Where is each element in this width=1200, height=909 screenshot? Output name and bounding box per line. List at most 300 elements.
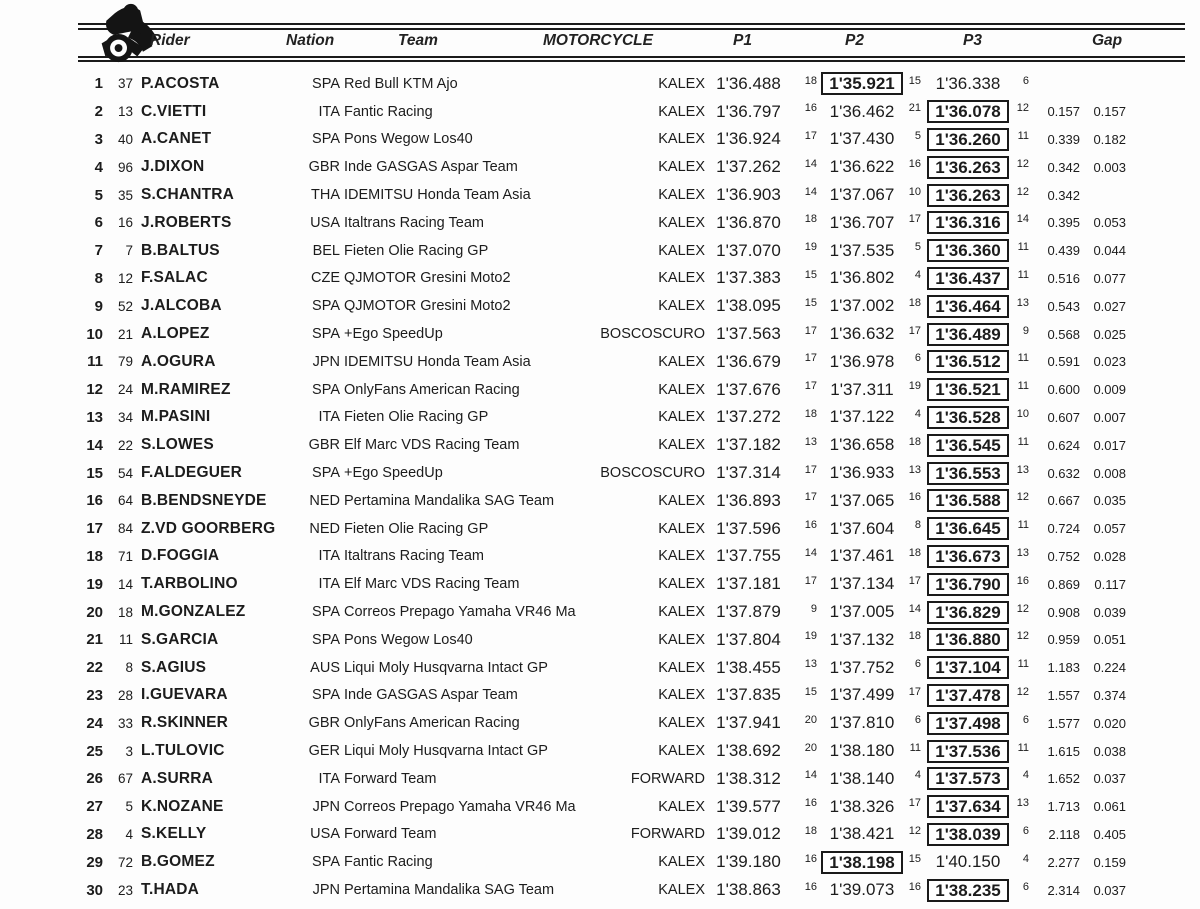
p2-time-cell: 1'37.132 bbox=[829, 629, 895, 649]
motorcycle-cell: KALEX bbox=[658, 798, 705, 815]
p1-time-cell: 1'37.563 bbox=[716, 324, 781, 344]
p2-laps-cell: 15 bbox=[908, 852, 921, 865]
p2-laps-cell: 17 bbox=[908, 574, 921, 587]
p3-laps-cell: 6 bbox=[1022, 825, 1029, 838]
team-cell: Correos Prepago Yamaha VR46 Ma bbox=[344, 604, 576, 621]
gap-to-first-cell: 0.395 bbox=[1047, 215, 1080, 231]
p1-laps-cell: 19 bbox=[804, 241, 817, 254]
p1-time-cell: 1'38.692 bbox=[716, 741, 781, 761]
gap-to-prev-cell: 0.020 bbox=[1093, 715, 1126, 731]
position-cell: 23 bbox=[86, 686, 103, 704]
gap-to-prev-cell: 0.157 bbox=[1093, 104, 1126, 120]
p1-laps-cell: 9 bbox=[810, 602, 817, 615]
nation-cell: SPA bbox=[312, 75, 340, 92]
motorcycle-cell: KALEX bbox=[658, 520, 705, 537]
p1-time-cell: 1'36.903 bbox=[716, 185, 781, 205]
p3-laps-cell: 4 bbox=[1022, 769, 1029, 782]
p3-time-cell: 1'36.588 bbox=[924, 489, 1012, 512]
rider-number-cell: 28 bbox=[117, 687, 133, 703]
p1-laps-cell: 20 bbox=[804, 713, 817, 726]
position-cell: 18 bbox=[86, 547, 103, 565]
position-cell: 16 bbox=[86, 492, 103, 510]
p1-time-cell: 1'37.879 bbox=[716, 602, 781, 622]
team-cell: Pons Wegow Los40 bbox=[344, 131, 473, 148]
p2-laps-cell: 4 bbox=[914, 408, 921, 421]
nation-cell: SPA bbox=[312, 604, 340, 621]
nation-cell: SPA bbox=[312, 381, 340, 398]
p3-time-cell: 1'37.573 bbox=[924, 767, 1012, 790]
nation-cell: GER bbox=[308, 743, 340, 760]
nation-cell: GBR bbox=[308, 159, 340, 176]
p3-time-cell: 1'36.464 bbox=[924, 295, 1012, 318]
rider-name-cell: P.ACOSTA bbox=[141, 74, 220, 92]
p2-laps-cell: 18 bbox=[908, 547, 921, 560]
gap-to-prev-cell: 0.007 bbox=[1093, 409, 1126, 425]
table-row bbox=[70, 765, 1126, 793]
rider-name-cell: M.PASINI bbox=[141, 408, 211, 426]
p2-laps-cell: 4 bbox=[914, 769, 921, 782]
p3-laps-cell: 14 bbox=[1016, 213, 1029, 226]
p1-time-cell: 1'37.314 bbox=[716, 463, 781, 483]
rider-name-cell: M.RAMIREZ bbox=[141, 380, 231, 398]
p1-laps-cell: 16 bbox=[804, 880, 817, 893]
rider-name-cell: S.CHANTRA bbox=[141, 186, 235, 204]
p3-time-cell: 1'38.235 bbox=[924, 879, 1012, 902]
team-cell: OnlyFans American Racing bbox=[344, 715, 520, 732]
gap-to-prev-cell: 0.374 bbox=[1093, 687, 1126, 703]
rider-name-cell: S.LOWES bbox=[141, 436, 214, 454]
column-header-p2: P2 bbox=[845, 32, 864, 49]
column-header-gap: Gap bbox=[1092, 32, 1123, 49]
rider-name-cell: Z.VD GOORBERG bbox=[141, 519, 276, 537]
p3-time-cell: 1'37.634 bbox=[924, 795, 1012, 818]
position-cell: 25 bbox=[86, 742, 103, 760]
gap-to-first-cell: 0.439 bbox=[1047, 243, 1080, 259]
p1-time-cell: 1'37.755 bbox=[716, 546, 781, 566]
team-cell: Pertamina Mandalika SAG Team bbox=[344, 882, 555, 898]
p3-time-cell: 1'36.790 bbox=[924, 573, 1012, 596]
p3-laps-cell: 13 bbox=[1016, 797, 1029, 810]
table-row bbox=[70, 515, 1126, 543]
position-cell: 17 bbox=[86, 520, 103, 538]
position-cell: 13 bbox=[86, 408, 103, 426]
nation-cell: JPN bbox=[312, 882, 340, 898]
nation-cell: SPA bbox=[312, 298, 340, 315]
rider-number-cell: 12 bbox=[117, 270, 133, 286]
p1-laps-cell: 17 bbox=[804, 380, 817, 393]
gap-to-first-cell: 0.342 bbox=[1047, 159, 1080, 175]
motorcycle-cell: KALEX bbox=[658, 75, 705, 92]
rider-number-cell: 67 bbox=[117, 771, 133, 787]
p2-laps-cell: 4 bbox=[914, 269, 921, 282]
motorcycle-cell: KALEX bbox=[658, 381, 705, 398]
table-row bbox=[70, 487, 1126, 515]
position-cell: 21 bbox=[86, 631, 103, 649]
p3-laps-cell: 12 bbox=[1016, 491, 1029, 504]
p1-time-cell: 1'38.312 bbox=[716, 768, 781, 788]
position-cell: 11 bbox=[87, 353, 103, 371]
table-row bbox=[70, 626, 1126, 654]
gap-to-prev-cell: 0.027 bbox=[1093, 298, 1126, 314]
p2-laps-cell: 17 bbox=[908, 213, 921, 226]
p2-laps-cell: 8 bbox=[914, 519, 921, 532]
motorcycle-cell: KALEX bbox=[658, 242, 705, 259]
gap-to-prev-cell: 0.057 bbox=[1093, 521, 1126, 537]
p1-time-cell: 1'36.870 bbox=[716, 212, 781, 232]
p2-laps-cell: 14 bbox=[908, 602, 921, 615]
p1-laps-cell: 14 bbox=[804, 547, 817, 560]
rider-number-cell: 52 bbox=[117, 298, 133, 314]
gap-to-first-cell: 0.607 bbox=[1047, 409, 1080, 425]
table-row bbox=[70, 404, 1126, 432]
team-cell: Forward Team bbox=[344, 770, 437, 787]
p3-laps-cell: 6 bbox=[1022, 880, 1029, 893]
table-row bbox=[70, 570, 1126, 598]
nation-cell: SPA bbox=[312, 465, 340, 482]
rider-number-cell: 7 bbox=[125, 243, 133, 259]
p3-laps-cell: 12 bbox=[1016, 602, 1029, 615]
motorcycle-cell: FORWARD bbox=[630, 826, 705, 843]
rider-number-cell: 24 bbox=[117, 382, 133, 398]
p1-time-cell: 1'37.181 bbox=[716, 574, 781, 594]
p1-laps-cell: 14 bbox=[804, 157, 817, 170]
top-double-rule-upper bbox=[78, 23, 1185, 25]
column-header-rider: Rider bbox=[150, 32, 190, 49]
gap-to-prev-cell: 0.039 bbox=[1093, 604, 1126, 620]
column-header-nation: Nation bbox=[286, 32, 335, 49]
motorcycle-cell: KALEX bbox=[658, 715, 705, 732]
nation-cell: SPA bbox=[312, 631, 340, 648]
p1-time-cell: 1'39.012 bbox=[716, 824, 781, 844]
gap-to-first-cell: 1.652 bbox=[1047, 771, 1080, 787]
team-cell: OnlyFans American Racing bbox=[344, 381, 520, 398]
table-row bbox=[70, 737, 1126, 765]
p2-laps-cell: 11 bbox=[909, 741, 921, 754]
rider-number-cell: 79 bbox=[117, 354, 133, 370]
team-cell: Fieten Olie Racing GP bbox=[344, 409, 489, 426]
p2-time-cell: 1'37.535 bbox=[829, 240, 895, 260]
p2-time-cell: 1'37.005 bbox=[829, 602, 895, 622]
motorcycle-cell: KALEX bbox=[658, 159, 705, 176]
p3-time-cell: 1'36.263 bbox=[924, 184, 1012, 207]
position-cell: 30 bbox=[86, 881, 103, 899]
gap-to-prev-cell: 0.035 bbox=[1093, 493, 1126, 509]
p2-laps-cell: 6 bbox=[914, 658, 921, 671]
p2-time-cell: 1'37.122 bbox=[829, 407, 895, 427]
p2-laps-cell: 17 bbox=[908, 324, 921, 337]
table-row bbox=[70, 821, 1126, 849]
p3-time-cell: 1'36.673 bbox=[924, 545, 1012, 568]
nation-cell: SPA bbox=[312, 131, 340, 148]
p2-laps-cell: 16 bbox=[908, 157, 921, 170]
column-header-team: Team bbox=[398, 32, 438, 49]
gap-to-first-cell: 1.183 bbox=[1047, 660, 1080, 676]
position-cell: 24 bbox=[86, 714, 103, 732]
bottom-double-rule-lower bbox=[78, 60, 1185, 62]
p2-time-cell: 1'36.462 bbox=[829, 101, 895, 121]
position-cell: 6 bbox=[94, 214, 103, 232]
p2-time-cell: 1'37.430 bbox=[829, 129, 895, 149]
p1-laps-cell: 13 bbox=[804, 658, 817, 671]
p1-time-cell: 1'37.383 bbox=[716, 268, 781, 288]
rider-name-cell: S.AGIUS bbox=[141, 658, 207, 676]
gap-to-prev-cell: 0.017 bbox=[1093, 437, 1126, 453]
position-cell: 5 bbox=[94, 186, 103, 204]
p1-time-cell: 1'37.182 bbox=[716, 435, 781, 455]
table-row bbox=[70, 682, 1126, 710]
team-cell: Inde GASGAS Aspar Team bbox=[344, 159, 518, 176]
p1-laps-cell: 16 bbox=[804, 519, 817, 532]
p3-laps-cell: 12 bbox=[1016, 686, 1029, 699]
table-row bbox=[70, 793, 1126, 821]
position-cell: 19 bbox=[86, 575, 103, 593]
rider-name-cell: A.OGURA bbox=[141, 352, 216, 370]
gap-to-first-cell: 0.157 bbox=[1047, 104, 1080, 120]
gap-to-prev-cell: 0.159 bbox=[1093, 854, 1126, 870]
p2-laps-cell: 15 bbox=[908, 74, 921, 87]
position-cell: 10 bbox=[86, 325, 103, 343]
p3-laps-cell: 13 bbox=[1016, 463, 1029, 476]
nation-cell: SPA bbox=[312, 326, 340, 343]
p3-laps-cell: 11 bbox=[1017, 435, 1029, 448]
p1-laps-cell: 17 bbox=[804, 463, 817, 476]
p1-time-cell: 1'36.893 bbox=[716, 490, 781, 510]
p1-laps-cell: 16 bbox=[804, 102, 817, 115]
table-row bbox=[70, 848, 1126, 876]
p3-time-cell: 1'36.829 bbox=[924, 601, 1012, 624]
gap-to-first-cell: 0.724 bbox=[1047, 521, 1080, 537]
p1-laps-cell: 18 bbox=[804, 825, 817, 838]
rider-name-cell: C.VIETTI bbox=[141, 102, 207, 120]
rider-number-cell: 16 bbox=[117, 215, 133, 231]
p3-time-cell: 1'36.263 bbox=[924, 156, 1012, 179]
p2-time-cell: 1'38.180 bbox=[829, 741, 895, 761]
p1-laps-cell: 18 bbox=[804, 74, 817, 87]
rider-number-cell: 34 bbox=[117, 409, 133, 425]
column-header-p1: P1 bbox=[733, 32, 752, 49]
table-row bbox=[70, 98, 1126, 126]
gap-to-prev-cell: 0.117 bbox=[1094, 576, 1126, 592]
rider-name-cell: R.SKINNER bbox=[141, 714, 229, 732]
rider-number-cell: 33 bbox=[117, 715, 133, 731]
p3-laps-cell: 12 bbox=[1016, 185, 1029, 198]
position-cell: 14 bbox=[86, 436, 103, 454]
gap-to-prev-cell: 0.182 bbox=[1093, 131, 1126, 147]
p1-laps-cell: 19 bbox=[804, 630, 817, 643]
p3-time-cell: 1'38.039 bbox=[924, 823, 1012, 846]
p3-time-cell: 1'37.498 bbox=[924, 712, 1012, 735]
rider-number-cell: 11 bbox=[118, 632, 133, 648]
rider-name-cell: L.TULOVIC bbox=[141, 742, 225, 760]
p3-time-cell: 1'36.316 bbox=[924, 211, 1012, 234]
motorcycle-cell: KALEX bbox=[658, 214, 705, 231]
p1-laps-cell: 17 bbox=[804, 491, 817, 504]
p1-laps-cell: 17 bbox=[804, 130, 817, 143]
p1-laps-cell: 16 bbox=[804, 852, 817, 865]
motorcycle-cell: KALEX bbox=[658, 576, 705, 593]
gap-to-prev-cell: 0.037 bbox=[1093, 771, 1126, 787]
rider-name-cell: F.ALDEGUER bbox=[141, 464, 243, 482]
table-row bbox=[70, 376, 1126, 404]
team-cell: QJMOTOR Gresini Moto2 bbox=[344, 298, 511, 315]
team-cell: IDEMITSU Honda Team Asia bbox=[344, 187, 531, 204]
rider-number-cell: 40 bbox=[117, 131, 133, 147]
p2-laps-cell: 12 bbox=[908, 825, 921, 838]
gap-to-first-cell: 0.908 bbox=[1047, 604, 1080, 620]
motorcycle-cell: KALEX bbox=[658, 548, 705, 565]
rider-name-cell: M.GONZALEZ bbox=[141, 603, 246, 621]
p2-time-cell: 1'37.461 bbox=[829, 546, 895, 566]
rider-name-cell: A.LOPEZ bbox=[141, 325, 210, 343]
gap-to-prev-cell: 0.044 bbox=[1093, 243, 1126, 259]
p1-laps-cell: 17 bbox=[804, 574, 817, 587]
table-row bbox=[70, 876, 1126, 904]
p1-laps-cell: 18 bbox=[804, 213, 817, 226]
motorcycle-cell: KALEX bbox=[658, 409, 705, 426]
table-row bbox=[70, 153, 1126, 181]
team-cell: Italtrans Racing Team bbox=[344, 548, 484, 565]
p2-laps-cell: 21 bbox=[908, 102, 921, 115]
team-cell: QJMOTOR Gresini Moto2 bbox=[344, 270, 511, 287]
motorcycle-cell: KALEX bbox=[658, 353, 705, 370]
team-cell: +Ego SpeedUp bbox=[344, 326, 443, 343]
p3-time-cell: 1'37.478 bbox=[924, 684, 1012, 707]
rider-name-cell: A.SURRA bbox=[141, 769, 214, 787]
nation-cell: THA bbox=[311, 187, 340, 204]
motorcycle-cell: BOSCOSCURO bbox=[600, 465, 705, 482]
nation-cell: AUS bbox=[310, 659, 340, 676]
rider-name-cell: S.KELLY bbox=[141, 825, 207, 843]
column-header-motorcycle: MOTORCYCLE bbox=[543, 32, 653, 49]
rider-name-cell: F.SALAC bbox=[141, 269, 208, 287]
p3-laps-cell: 11 bbox=[1017, 269, 1029, 282]
table-row bbox=[70, 709, 1126, 737]
p2-laps-cell: 10 bbox=[908, 185, 921, 198]
rider-number-cell: 8 bbox=[125, 660, 133, 676]
rider-name-cell: B.BENDSNEYDE bbox=[141, 491, 267, 509]
rider-number-cell: 96 bbox=[117, 159, 133, 175]
rider-number-cell: 35 bbox=[117, 187, 133, 203]
p2-laps-cell: 13 bbox=[908, 463, 921, 476]
position-cell: 9 bbox=[94, 297, 103, 315]
rider-number-cell: 13 bbox=[117, 104, 133, 120]
rider-number-cell: 71 bbox=[117, 548, 133, 564]
team-cell: Liqui Moly Husqvarna Intact GP bbox=[344, 743, 548, 760]
p2-laps-cell: 6 bbox=[914, 352, 921, 365]
p1-time-cell: 1'37.804 bbox=[716, 629, 781, 649]
team-cell: Liqui Moly Husqvarna Intact GP bbox=[344, 659, 548, 676]
gap-to-prev-cell: 0.038 bbox=[1093, 743, 1126, 759]
rider-number-cell: 37 bbox=[117, 76, 133, 92]
nation-cell: NED bbox=[309, 492, 340, 509]
motorcycle-cell: KALEX bbox=[658, 492, 705, 509]
team-cell: Elf Marc VDS Racing Team bbox=[344, 576, 520, 593]
motorcycle-cell: BOSCOSCURO bbox=[600, 326, 705, 343]
rider-number-cell: 22 bbox=[117, 437, 133, 453]
table-row bbox=[70, 181, 1126, 209]
p1-laps-cell: 17 bbox=[804, 324, 817, 337]
nation-cell: BEL bbox=[312, 242, 340, 259]
p2-time-cell: 1'37.065 bbox=[829, 490, 895, 510]
position-cell: 15 bbox=[86, 464, 103, 482]
p1-time-cell: 1'37.262 bbox=[716, 157, 781, 177]
motorcycle-cell: KALEX bbox=[658, 604, 705, 621]
team-cell: Pertamina Mandalika SAG Team bbox=[344, 492, 555, 509]
p3-laps-cell: 11 bbox=[1017, 352, 1029, 365]
p1-laps-cell: 18 bbox=[804, 408, 817, 421]
nation-cell: USA bbox=[310, 826, 340, 843]
p2-time-cell: 1'37.604 bbox=[829, 518, 895, 538]
gap-to-first-cell: 0.624 bbox=[1047, 437, 1080, 453]
position-cell: 8 bbox=[94, 269, 103, 287]
position-cell: 29 bbox=[86, 853, 103, 871]
rider-number-cell: 3 bbox=[125, 743, 133, 759]
p2-time-cell: 1'37.499 bbox=[829, 685, 895, 705]
p1-time-cell: 1'37.596 bbox=[716, 518, 781, 538]
gap-to-prev-cell: 0.008 bbox=[1093, 465, 1126, 481]
rider-name-cell: B.BALTUS bbox=[141, 241, 220, 259]
nation-cell: USA bbox=[310, 214, 340, 231]
p1-time-cell: 1'39.577 bbox=[716, 796, 781, 816]
p2-time-cell: 1'36.658 bbox=[829, 435, 895, 455]
p1-time-cell: 1'36.924 bbox=[716, 129, 781, 149]
p2-time-cell: 1'38.198 bbox=[820, 851, 904, 874]
p3-laps-cell: 11 bbox=[1017, 241, 1029, 254]
rider-number-cell: 64 bbox=[117, 493, 133, 509]
p2-time-cell: 1'37.752 bbox=[829, 657, 895, 677]
gap-to-first-cell: 0.632 bbox=[1047, 465, 1080, 481]
p3-laps-cell: 11 bbox=[1017, 130, 1029, 143]
table-row bbox=[70, 126, 1126, 154]
gap-to-prev-cell: 0.061 bbox=[1093, 799, 1126, 815]
rider-number-cell: 14 bbox=[117, 576, 133, 592]
p2-laps-cell: 18 bbox=[908, 296, 921, 309]
p2-laps-cell: 18 bbox=[908, 435, 921, 448]
table-row bbox=[70, 543, 1126, 571]
p3-laps-cell: 13 bbox=[1016, 296, 1029, 309]
p2-time-cell: 1'36.632 bbox=[829, 324, 895, 344]
p2-time-cell: 1'36.802 bbox=[829, 268, 895, 288]
nation-cell: SPA bbox=[312, 687, 340, 704]
nation-cell: NED bbox=[309, 520, 340, 537]
rider-name-cell: A.CANET bbox=[141, 130, 212, 148]
p2-time-cell: 1'36.622 bbox=[829, 157, 895, 177]
p3-time-cell: 1'36.260 bbox=[924, 128, 1012, 151]
top-double-rule-lower bbox=[78, 28, 1185, 30]
gap-to-first-cell: 0.342 bbox=[1047, 187, 1080, 203]
p2-time-cell: 1'36.707 bbox=[829, 212, 895, 232]
p1-time-cell: 1'39.180 bbox=[716, 852, 781, 872]
p1-time-cell: 1'37.941 bbox=[716, 713, 781, 733]
rider-name-cell: J.ALCOBA bbox=[141, 297, 222, 315]
p3-time-cell: 1'36.645 bbox=[924, 517, 1012, 540]
position-cell: 20 bbox=[86, 603, 103, 621]
team-cell: Italtrans Racing Team bbox=[344, 214, 484, 231]
p2-time-cell: 1'38.326 bbox=[829, 796, 895, 816]
motorcycle-cell: KALEX bbox=[658, 687, 705, 704]
p1-laps-cell: 15 bbox=[804, 686, 817, 699]
p2-time-cell: 1'36.978 bbox=[829, 351, 895, 371]
p3-laps-cell: 16 bbox=[1016, 574, 1029, 587]
position-cell: 2 bbox=[94, 103, 103, 121]
motorcycle-cell: KALEX bbox=[658, 854, 705, 871]
p3-time-cell: 1'36.338 bbox=[935, 73, 1001, 93]
gap-to-first-cell: 0.568 bbox=[1047, 326, 1080, 342]
position-cell: 12 bbox=[86, 381, 103, 399]
position-cell: 26 bbox=[86, 770, 103, 788]
p1-time-cell: 1'36.797 bbox=[716, 101, 781, 121]
p2-time-cell: 1'37.311 bbox=[830, 379, 894, 399]
